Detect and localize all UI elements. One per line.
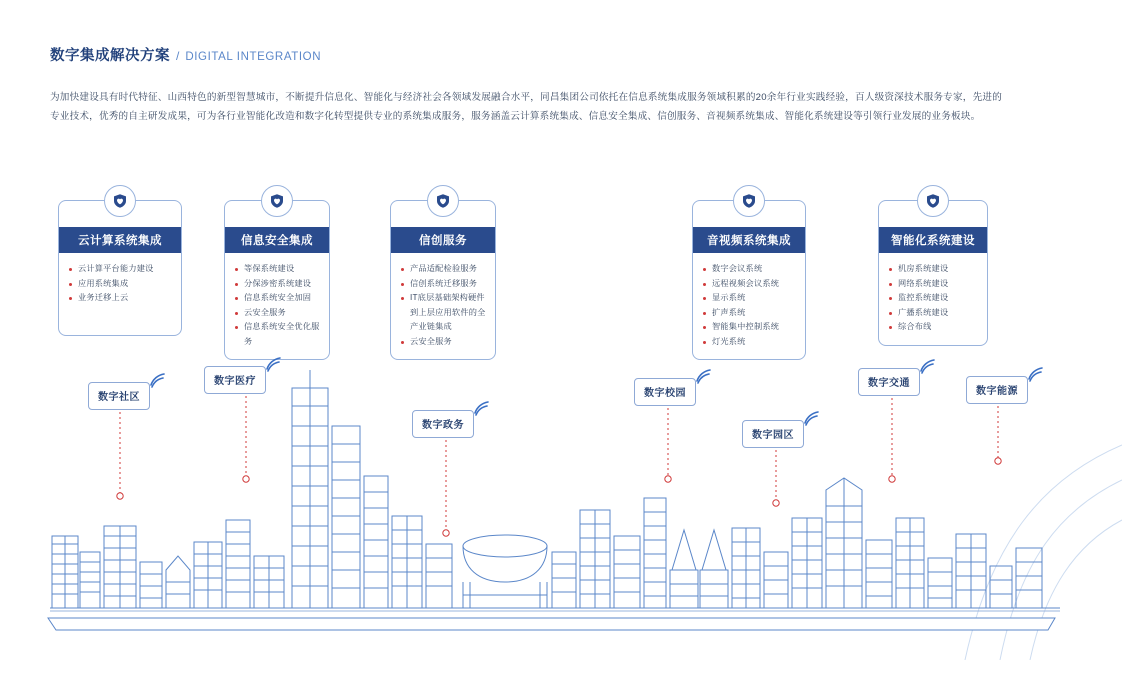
map-label-text: 数字政务	[422, 420, 464, 431]
list-item: 显示系统	[703, 291, 797, 306]
map-label-text: 数字校园	[644, 388, 686, 399]
map-label[interactable]	[204, 366, 266, 394]
wifi-icon	[802, 410, 820, 429]
list-item: 业务迁移上云	[69, 291, 173, 306]
list-item: 综合布线	[889, 320, 979, 335]
list-item: 远程视频会议系统	[703, 277, 797, 292]
map-label[interactable]	[634, 378, 696, 406]
list-item: 广播系统建设	[889, 306, 979, 321]
page-title	[50, 44, 321, 65]
list-item: 信创系统迁移服务	[401, 277, 487, 292]
city-skyline-illustration	[0, 330, 1122, 660]
map-label[interactable]	[858, 368, 920, 396]
list-item: IT底层基础架构硬件到上层应用软件的全产业链集成	[401, 291, 487, 335]
wifi-icon	[148, 372, 166, 391]
map-label-text: 数字医疗	[214, 376, 256, 387]
list-item: 分保涉密系统建设	[235, 277, 321, 292]
list-item: 扩声系统	[703, 306, 797, 321]
list-item: 监控系统建设	[889, 291, 979, 306]
map-label[interactable]	[412, 410, 474, 438]
list-item: 机房系统建设	[889, 262, 979, 277]
intro-paragraph: 为加快建设具有时代特征、山西特色的新型智慧城市，不断提升信息化、智能化与经济社会各领域发展融合水平，同昌集团公司依托在信息系统集成服务领域积累的20余年行业实践经验，百人级资深技术服务专家，先进的专业技术，优秀的自主研发成果，可为各行业智能化改造和数字化转型提供专业的系统集成服务，服务涵盖云计算系统集成、信息安全集成、信创服务、音视频系统集成、智能化系统建设等引领行业发展的业务板块。	[50, 92, 1002, 122]
solution-card[interactable]	[878, 200, 988, 346]
list-item: 云计算平台能力建设	[69, 262, 173, 277]
map-label-text: 数字能源	[976, 386, 1018, 397]
list-item: 数字会议系统	[703, 262, 797, 277]
wifi-icon	[918, 358, 936, 377]
wifi-icon	[694, 368, 712, 387]
card-title: 音视频系统集成	[693, 227, 805, 253]
map-label[interactable]	[742, 420, 804, 448]
wifi-icon	[472, 400, 490, 419]
list-item: 信息系统安全加固	[235, 291, 321, 306]
list-item: 云安全服务	[235, 306, 321, 321]
list-item: 应用系统集成	[69, 277, 173, 292]
map-label-text: 数字园区	[752, 430, 794, 441]
list-item: 信息系统安全优化服务	[235, 320, 321, 349]
page-title-cn: 数字集成解决方案	[50, 48, 170, 64]
page-title-en: DIGITAL INTEGRATION	[185, 51, 322, 63]
list-item: 产品适配检验服务	[401, 262, 487, 277]
card-item-list	[59, 253, 181, 316]
card-title: 信息安全集成	[225, 227, 329, 253]
shield-heart-icon	[104, 185, 136, 217]
list-item: 云安全服务	[401, 335, 487, 350]
list-item: 智能集中控制系统	[703, 320, 797, 335]
map-label[interactable]	[88, 382, 150, 410]
solution-card[interactable]	[58, 200, 182, 336]
card-title: 云计算系统集成	[59, 227, 181, 253]
shield-heart-icon	[427, 185, 459, 217]
wifi-icon	[264, 356, 282, 375]
title-separator: /	[176, 49, 180, 63]
wifi-icon	[1026, 366, 1044, 385]
solution-cards	[0, 170, 1122, 346]
card-title: 信创服务	[391, 227, 495, 253]
shield-heart-icon	[733, 185, 765, 217]
map-label-text: 数字交通	[868, 378, 910, 389]
map-label-text: 数字社区	[98, 392, 140, 403]
map-label[interactable]	[966, 376, 1028, 404]
list-item: 等保系统建设	[235, 262, 321, 277]
list-item: 网络系统建设	[889, 277, 979, 292]
shield-heart-icon	[917, 185, 949, 217]
list-item: 灯光系统	[703, 335, 797, 350]
card-title: 智能化系统建设	[879, 227, 987, 253]
shield-heart-icon	[261, 185, 293, 217]
